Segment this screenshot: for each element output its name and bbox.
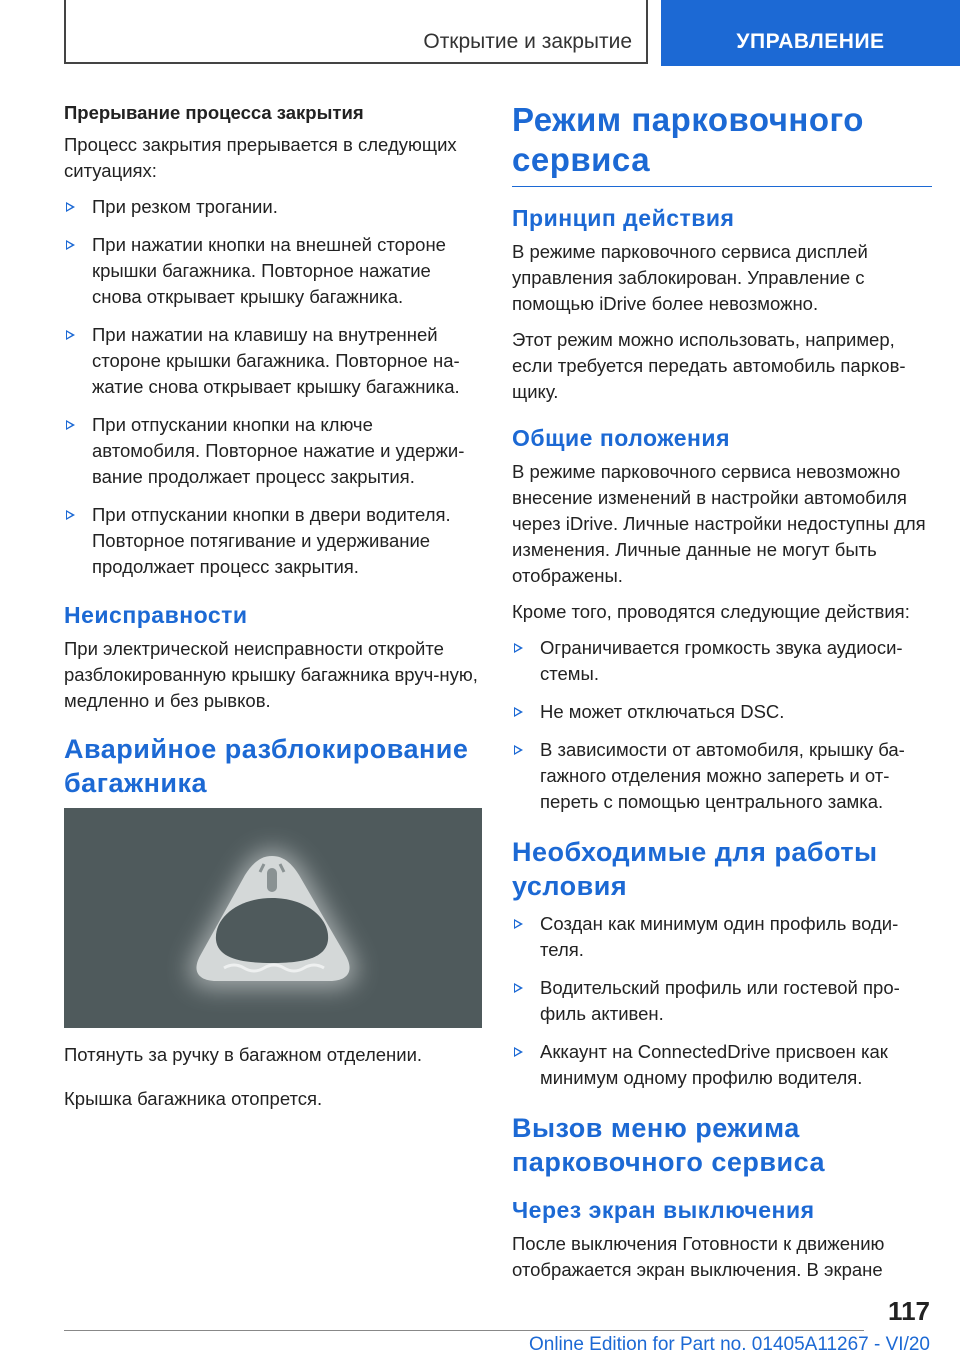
list-item: Создан как минимум один профиль води-теля. xyxy=(512,911,932,963)
conditions-list xyxy=(512,911,932,1091)
bullet-triangle-icon xyxy=(66,202,75,212)
footer-divider xyxy=(64,1330,864,1331)
figure-caption-1: Потянуть за ручку в багажном отделении. xyxy=(64,1044,423,1065)
list-item: При отпускании кнопки на ключе автомобиля. Повторное нажатие и удержи-вание продолжает процесс закрытия. xyxy=(64,412,482,490)
screen-heading: Через экран выключения xyxy=(512,1197,815,1223)
trunk-release-handle-figure xyxy=(64,808,482,1028)
fault-heading: Неисправности xyxy=(64,602,248,628)
figure-caption-2: Крышка багажника отопрется. xyxy=(64,1088,323,1109)
list-item: В зависимости от автомобиля, крышку ба-гажного отделения можно запереть и от-переть с помощью центрального замка. xyxy=(512,737,932,815)
emergency-heading: Аварийное разблокирование багажника xyxy=(64,734,469,798)
trunk-release-handle-icon xyxy=(64,808,482,1028)
section-title: Открытие и закрытие xyxy=(64,0,648,64)
interrupt-heading: Прерывание процесса закрытия xyxy=(64,102,364,123)
general-list xyxy=(512,635,932,815)
interrupt-list xyxy=(64,194,482,580)
list-item: При отпускании кнопки в двери водителя. Повторное потягивание и удерживание продолжает процесс закрытия. xyxy=(64,502,482,580)
bullet-triangle-icon xyxy=(66,330,75,340)
principle-heading: Принцип действия xyxy=(512,205,735,231)
principle-text-2: Этот режим можно использовать, например, если требуется передать автомобиль парков-щику. xyxy=(512,329,906,402)
bullet-triangle-icon xyxy=(514,707,523,717)
principle-text-1: В режиме парковочного сервиса дисплей управления заблокирован. Управление с помощью iDrive более невозможно. xyxy=(512,241,868,314)
page-number: 117 xyxy=(888,1296,930,1326)
list-item: При нажатии кнопки на внешней стороне крышки багажника. Повторное нажатие снова открывает крышку багажника. xyxy=(64,232,482,310)
list-item: Водительский профиль или гостевой про-филь активен. xyxy=(512,975,932,1027)
page-header xyxy=(0,0,960,66)
edition-note: Online Edition for Part no. 01405A11267 - VI/20 xyxy=(528,1334,930,1355)
general-text-2: Кроме того, проводятся следующие действия: xyxy=(512,601,910,622)
bullet-triangle-icon xyxy=(66,420,75,430)
bullet-triangle-icon xyxy=(514,643,523,653)
bullet-triangle-icon xyxy=(66,510,75,520)
menu-heading: Вызов меню режима парковочного сервиса xyxy=(512,1113,825,1177)
list-item: Не может отключаться DSC. xyxy=(512,699,932,725)
bullet-triangle-icon xyxy=(514,1047,523,1057)
general-text-1: В режиме парковочного сервиса невозможно внесение изменений в настройки автомобиля через iDrive. Личные настройки недоступны для изменения. Личные данные не могут быть отображены. xyxy=(512,461,926,586)
right-column xyxy=(512,100,932,1293)
conditions-heading: Необходимые для работы условия xyxy=(512,837,878,901)
fault-text: При электрической неисправности откройте разблокированную крышку багажника вруч-ную, медленно и без рывков. xyxy=(64,638,478,711)
general-heading: Общие положения xyxy=(512,425,730,451)
main-heading: Режим парковочного сервиса xyxy=(512,100,932,187)
list-item: При резком трогании. xyxy=(64,194,482,220)
bullet-triangle-icon xyxy=(514,983,523,993)
list-item: При нажатии на клавишу на внутренней стороне крышки багажника. Повторное на-жатие снова открывает крышку багажника. xyxy=(64,322,482,400)
left-column xyxy=(64,100,482,1122)
list-item: Ограничивается громкость звука аудиоси-стемы. xyxy=(512,635,932,687)
list-item: Аккаунт на ConnectedDrive присвоен как минимум одному профилю водителя. xyxy=(512,1039,932,1091)
bullet-triangle-icon xyxy=(514,919,523,929)
screen-text: После выключения Готовности к движению отображается экран выключения. В экране xyxy=(512,1233,885,1280)
bullet-triangle-icon xyxy=(66,240,75,250)
chapter-tab: УПРАВЛЕНИЕ xyxy=(661,0,960,66)
interrupt-intro: Процесс закрытия прерывается в следующих ситуациях: xyxy=(64,134,457,181)
bullet-triangle-icon xyxy=(514,745,523,755)
